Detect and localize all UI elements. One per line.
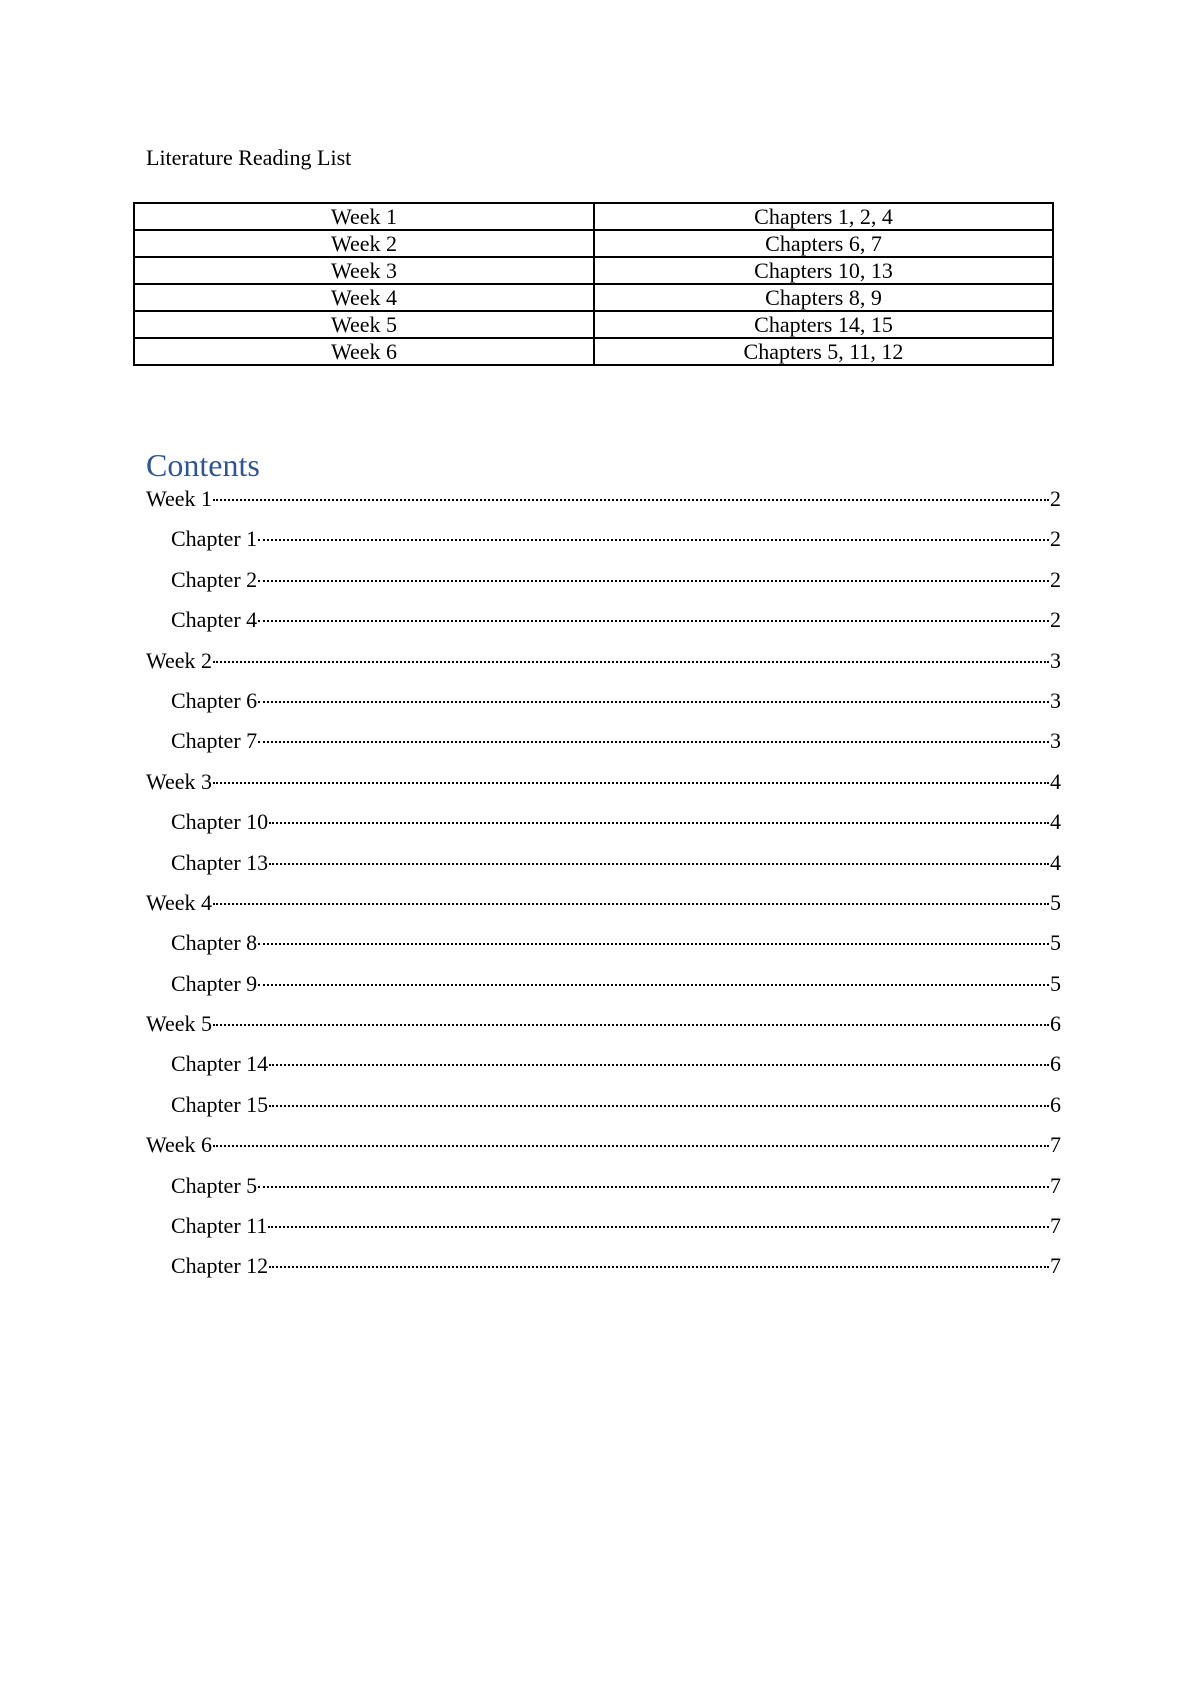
toc-page-number[interactable]: 2: [1050, 566, 1061, 592]
toc-entry-label[interactable]: Chapter 2: [171, 566, 258, 592]
toc-dot-leader: [269, 1064, 1049, 1066]
toc-page-number[interactable]: 2: [1050, 486, 1061, 511]
toc-dot-leader: [258, 580, 1049, 582]
toc-entry-label[interactable]: Week 4: [146, 889, 213, 915]
toc-dot-leader: [258, 943, 1049, 945]
toc-page-number[interactable]: 7: [1050, 1172, 1061, 1198]
toc-entry-chapter[interactable]: [146, 970, 1061, 1010]
toc-page-number[interactable]: 3: [1050, 647, 1061, 673]
toc-entry-label[interactable]: Week 5: [146, 1011, 213, 1037]
toc-entry-week[interactable]: [146, 1131, 1061, 1171]
toc-page-number[interactable]: 7: [1050, 1253, 1061, 1279]
reading-table-body: [134, 203, 1053, 365]
table-of-contents: [146, 485, 1061, 1293]
toc-dot-leader: [258, 984, 1049, 986]
toc-page-number[interactable]: 4: [1050, 849, 1061, 875]
toc-entry-chapter[interactable]: [146, 525, 1061, 565]
toc-entry-label[interactable]: Week 6: [146, 1132, 213, 1158]
toc-page-number[interactable]: 2: [1050, 526, 1061, 552]
toc-entry-chapter[interactable]: [146, 1050, 1061, 1090]
toc-dot-leader: [258, 539, 1049, 541]
chapters-cell: Chapters 6, 7: [594, 230, 1053, 257]
toc-entry-chapter[interactable]: [146, 727, 1061, 767]
toc-entry-label[interactable]: Chapter 5: [171, 1172, 258, 1198]
table-row: [134, 203, 1053, 230]
toc-entry-label[interactable]: Chapter 11: [171, 1213, 268, 1239]
toc-entry-week[interactable]: [146, 1010, 1061, 1050]
week-cell: Week 4: [134, 284, 594, 311]
toc-entry-label[interactable]: Chapter 1: [171, 526, 258, 552]
toc-dot-leader: [213, 1024, 1049, 1026]
toc-dot-leader: [213, 903, 1049, 905]
toc-entry-label[interactable]: Chapter 14: [171, 1051, 269, 1077]
week-cell: Week 1: [134, 203, 594, 230]
toc-page-number[interactable]: 2: [1050, 607, 1061, 633]
chapters-cell: Chapters 8, 9: [594, 284, 1053, 311]
toc-entry-label[interactable]: Chapter 7: [171, 728, 258, 754]
toc-dot-leader: [269, 1105, 1049, 1107]
toc-page-number[interactable]: 6: [1050, 1051, 1061, 1077]
toc-page-number[interactable]: 3: [1050, 728, 1061, 754]
toc-dot-leader: [269, 822, 1049, 824]
toc-dot-leader: [258, 701, 1049, 703]
toc-page-number[interactable]: 6: [1050, 1091, 1061, 1117]
toc-entry-label[interactable]: Week 1: [146, 486, 213, 511]
toc-page-number[interactable]: 3: [1050, 687, 1061, 713]
table-row: [134, 311, 1053, 338]
toc-entry-week[interactable]: [146, 768, 1061, 808]
table-row: [134, 284, 1053, 311]
toc-entry-chapter[interactable]: [146, 1252, 1061, 1292]
toc-page-number[interactable]: 5: [1050, 970, 1061, 996]
toc-entry-label[interactable]: Chapter 6: [171, 687, 258, 713]
toc-entry-label[interactable]: Chapter 13: [171, 849, 269, 875]
toc-entry-chapter[interactable]: [146, 606, 1061, 646]
reading-list-table: [133, 202, 1054, 366]
toc-entry-label[interactable]: Chapter 10: [171, 809, 269, 835]
toc-entry-week[interactable]: [146, 647, 1061, 687]
toc-entry-chapter[interactable]: [146, 1172, 1061, 1212]
week-cell: Week 3: [134, 257, 594, 284]
chapters-cell: Chapters 14, 15: [594, 311, 1053, 338]
toc-dot-leader: [258, 620, 1049, 622]
week-cell: Week 2: [134, 230, 594, 257]
toc-entry-week[interactable]: [146, 485, 1061, 525]
toc-dot-leader: [258, 1186, 1049, 1188]
toc-dot-leader: [213, 1145, 1049, 1147]
toc-entry-chapter[interactable]: [146, 687, 1061, 727]
toc-page-number[interactable]: 4: [1050, 809, 1061, 835]
toc-dot-leader: [213, 661, 1049, 663]
table-row: [134, 257, 1053, 284]
toc-entry-label[interactable]: Chapter 9: [171, 970, 258, 996]
toc-dot-leader: [269, 863, 1049, 865]
toc-entry-chapter[interactable]: [146, 929, 1061, 969]
toc-heading: Contents: [146, 447, 260, 483]
chapters-cell: Chapters 1, 2, 4: [594, 203, 1053, 230]
toc-entry-label[interactable]: Chapter 12: [171, 1253, 269, 1279]
toc-entry-label[interactable]: Week 2: [146, 647, 213, 673]
toc-entry-week[interactable]: [146, 889, 1061, 929]
toc-entry-chapter[interactable]: [146, 808, 1061, 848]
toc-page-number[interactable]: 4: [1050, 768, 1061, 794]
table-row: [134, 338, 1053, 365]
toc-entry-label[interactable]: Chapter 8: [171, 930, 258, 956]
toc-page-number[interactable]: 6: [1050, 1011, 1061, 1037]
toc-dot-leader: [258, 741, 1049, 743]
toc-dot-leader: [213, 782, 1049, 784]
chapters-cell: Chapters 5, 11, 12: [594, 338, 1053, 365]
toc-page-number[interactable]: 5: [1050, 889, 1061, 915]
toc-entry-chapter[interactable]: [146, 1091, 1061, 1131]
toc-page-number[interactable]: 7: [1050, 1213, 1061, 1239]
toc-dot-leader: [269, 1266, 1049, 1268]
toc-page-number[interactable]: 5: [1050, 930, 1061, 956]
toc-entry-label[interactable]: Chapter 15: [171, 1091, 269, 1117]
chapters-cell: Chapters 10, 13: [594, 257, 1053, 284]
toc-entry-chapter[interactable]: [146, 849, 1061, 889]
toc-dot-leader: [268, 1226, 1049, 1228]
toc-entry-label[interactable]: Chapter 4: [171, 607, 258, 633]
toc-entry-chapter[interactable]: [146, 1212, 1061, 1252]
toc-entry-chapter[interactable]: [146, 566, 1061, 606]
document-title: Literature Reading List: [146, 145, 352, 170]
toc-page-number[interactable]: 7: [1050, 1132, 1061, 1158]
week-cell: Week 6: [134, 338, 594, 365]
table-row: [134, 230, 1053, 257]
toc-dot-leader: [213, 499, 1049, 501]
week-cell: Week 5: [134, 311, 594, 338]
toc-entry-label[interactable]: Week 3: [146, 768, 213, 794]
